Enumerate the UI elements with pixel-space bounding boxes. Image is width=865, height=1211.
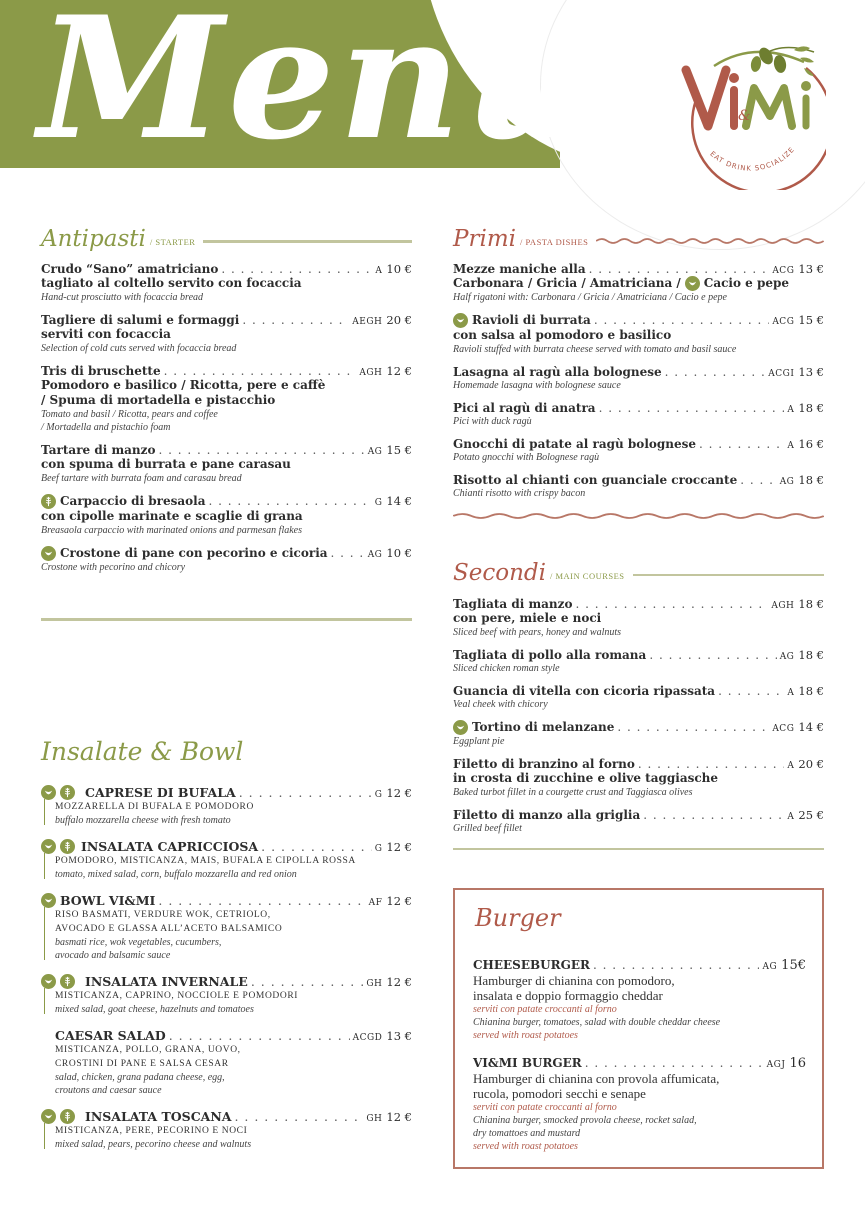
item-description: Sliced beef with pears, honey and walnuts [453,627,622,638]
item-description: basmati rice, wok vegetables, cucumbers, [55,937,222,948]
section-divider [41,618,412,621]
menu-item [453,313,824,356]
section-divider [453,848,824,850]
item-price: 20 € [798,757,824,771]
item-description: Sliced chicken roman style [453,663,560,674]
insalate-list [41,785,412,1160]
item-description: Eggplant pie [453,736,505,747]
item-price: 13 € [798,365,824,379]
item-name: Lasagna al ragù alla bolognese [453,365,662,379]
item-price: 18 € [798,684,824,698]
allergen-codes: AGH [771,601,795,611]
item-name: Tartare di manzo [41,443,156,457]
item-name: Pici al ragù di anatra [453,401,596,415]
item-price: 14 € [386,494,412,508]
item-price: 14 € [798,720,824,734]
allergen-codes: AGH [359,368,383,378]
item-price: 12 € [386,364,412,378]
item-subtitle: Hamburger di chianina con provola affumicata, [473,1071,720,1086]
item-price: 16 € [798,437,824,451]
item-description: salad, chicken, grana padana cheese, egg, [55,1072,225,1083]
vegetarian-icon [41,839,56,854]
allergen-codes: AG [779,477,795,487]
item-description: Hand-cut prosciutto with focaccia bread [41,292,204,303]
allergen-codes: AGJ [766,1060,786,1070]
item-name: INSALATA INVERNALE [85,974,248,989]
item-description: avocado and balsamic sauce [55,950,171,961]
item-price: 18 € [798,401,824,415]
allergen-codes: AG [762,962,778,972]
item-description: mixed salad, goat cheese, hazelnuts and tomatoes [55,1004,254,1015]
primi-list [453,262,824,509]
item-ingredients: CROSTINI DI PANE E SALSA CESAR [55,1059,229,1069]
allergen-codes: AG [779,652,795,662]
allergen-codes: G [374,790,383,800]
antipasti-list [41,262,412,583]
insalate-header [41,736,412,766]
allergen-codes: A [375,266,383,276]
item-name: CAESAR SALAD [55,1028,166,1043]
svg-text:EAT DRINK SOCIALIZE: EAT DRINK SOCIALIZE [708,145,797,173]
item-description: Pici with duck ragù [453,416,532,427]
allergen-codes: ACGD [352,1033,383,1043]
wavy-rule [596,237,824,245]
allergen-codes: A [787,761,795,771]
allergen-codes: AG [367,447,383,457]
item-description: / Mortadella and pistachio foam [41,422,171,433]
item-description: tomato, mixed salad, corn, buffalo mozzarella and red onion [55,869,297,880]
item-name: Tagliata di pollo alla romana [453,648,647,662]
item-description: Crostone with pecorino and chicory [41,562,186,573]
menu-item [473,1056,806,1153]
menu-item [453,365,824,392]
item-price: 12 € [386,1110,412,1124]
item-name: CHEESEBURGER [473,958,590,972]
item-price: 12 € [386,786,412,800]
menu-item [453,437,824,464]
item-name: Ravioli di burrata [472,313,591,327]
antipasti-title: Antipasti [41,226,146,252]
vegetarian-icon [41,974,56,989]
menu-item [41,364,412,434]
allergen-codes: A [787,688,795,698]
allergen-codes: ACG [772,724,795,734]
item-name: INSALATA CAPRICCIOSA [81,839,259,854]
item-description: Homemade lasagna with bolognese sauce [453,380,621,391]
item-side: serviti con patate croccanti al forno [473,1004,617,1015]
item-name: Guancia di vitella con cicoria ripassata [453,684,716,698]
item-subtitle: con salsa al pomodoro e basilico [453,328,672,342]
item-description: croutons and caesar sauce [55,1085,162,1096]
item-name: Tagliere di salumi e formaggi [41,313,240,327]
menu-item [41,839,412,881]
item-side-en: served with roast potatoes [473,1141,578,1152]
item-subtitle: insalata e doppio formaggio cheddar [473,988,663,1003]
item-subtitle: rucola, pomodori secchi e senape [473,1086,646,1101]
menu-item [453,262,824,304]
insalate-title: Insalate & Bowl [41,736,244,766]
item-name: Tortino di melanzane [472,720,615,734]
menu-item [453,401,824,428]
allergen-codes: A [787,405,795,415]
item-price: 18 € [798,648,824,662]
item-price: 18 € [798,597,824,611]
gluten-free-icon [41,494,56,509]
item-description: Chianti risotto with crispy bacon [453,488,586,499]
menu-item [453,720,824,748]
section-rule [203,240,412,243]
menu-item [453,808,824,835]
item-name: INSALATA TOSCANA [85,1109,232,1124]
allergen-codes: G [374,498,383,508]
item-subtitle: Cacio e pepe [703,276,790,290]
menu-item [41,262,412,304]
allergen-codes: A [787,812,795,822]
gluten-free-icon [60,974,75,989]
vegetarian-icon [453,313,468,328]
menu-item [453,473,824,500]
item-description: Beef tartare with burrata foam and carasau bread [41,473,242,484]
item-name: Crudo “Sano” amatriciano [41,262,219,276]
burger-box [453,888,824,1169]
item-side: serviti con patate croccanti al forno [473,1102,617,1113]
secondi-subtitle: / MAIN COURSES [550,571,625,581]
secondi-title: Secondi [453,560,546,586]
item-subtitle: / Spuma di mortadella e pistacchio [41,393,276,407]
item-subtitle: con pere, miele e noci [453,611,602,625]
secondi-list [453,597,824,844]
svg-text:&: & [738,108,751,124]
item-description: Selection of cold cuts served with focaccia bread [41,343,237,354]
item-price: 15 € [798,313,824,327]
primi-subtitle: / PASTA DISHES [520,237,589,247]
allergen-codes: AF [368,898,383,908]
item-name: Tris di bruschette [41,364,161,378]
item-description: mixed salad, pears, pecorino cheese and walnuts [55,1139,252,1150]
item-price: 16 [789,1056,806,1071]
item-description: dry tomattoes and mustard [473,1128,581,1139]
section-rule [633,574,824,576]
item-price: 15 € [386,443,412,457]
item-description: Ravioli stuffed with burrata cheese served with tomato and basil sauce [453,344,737,355]
item-ingredients: MOZZARELLA DI BUFALA E POMODORO [55,802,254,812]
item-name: Crostone di pane con pecorino e cicoria [60,546,328,560]
item-name: BOWL VI&MI [60,893,156,908]
item-price: 18 € [798,473,824,487]
secondi-header [453,558,824,588]
allergen-codes: ACGI [768,369,795,379]
menu-item [453,597,824,639]
item-description: Breasaola carpaccio with marinated onions and parmesan flakes [41,525,302,536]
item-name: VI&MI BURGER [473,1056,582,1070]
burger-title: Burger [475,904,561,932]
allergen-codes: GH [366,1114,383,1124]
item-name: Gnocchi di patate al ragù bolognese [453,437,697,451]
menu-item [41,785,412,827]
item-description: Veal cheek with chicory [453,699,548,710]
item-price: 12 € [386,975,412,989]
gluten-free-icon [60,839,75,854]
primi-header [453,224,824,254]
vegetarian-icon [41,893,56,908]
item-subtitle: Pomodoro e basilico / Ricotta, pere e caffè [41,378,326,392]
item-price: 12 € [386,840,412,854]
item-subtitle: con spuma di burrata e pane carasau [41,457,291,471]
item-subtitle: in crosta di zucchine e olive taggiasche [453,771,719,785]
item-price: 13 € [386,1029,412,1043]
menu-item [41,494,412,537]
primi-title: Primi [453,226,516,252]
menu-item [41,974,412,1016]
menu-item [473,958,806,1042]
vegetarian-icon [41,785,56,800]
item-description: Chianina burger, smocked provola cheese, rocket salad, [473,1115,697,1126]
allergen-codes: G [374,844,383,854]
item-price: 12 € [386,894,412,908]
vegetarian-icon [453,720,468,735]
item-name: CAPRESE DI BUFALA [85,785,236,800]
allergen-codes: GH [366,979,383,989]
item-ingredients: MISTICANZA, PERE, PECORINO E NOCI [55,1126,248,1136]
menu-item [453,757,824,799]
item-name: Mezze maniche alla [453,262,586,276]
menu-item [41,546,412,574]
item-price: 15€ [781,958,806,973]
vegetarian-icon [41,546,56,561]
menu-item [453,648,824,675]
item-description: Half rigatoni with: Carbonara / Gricia / Amatriciana / Cacio e pepe [453,292,727,303]
wavy-divider [453,512,824,520]
item-subtitle: tagliato al coltello servito con focaccia [41,276,302,290]
allergen-codes: AG [367,550,383,560]
antipasti-subtitle: / STARTER [149,237,196,247]
menu-item [41,313,412,355]
item-price: 20 € [386,313,412,327]
item-side-en: served with roast potatoes [473,1030,578,1041]
item-price: 13 € [798,262,824,276]
gluten-free-icon [60,1109,75,1124]
item-description: Baked turbot fillet in a courgette crust and Taggiasca olives [453,787,693,798]
item-price: 10 € [386,546,412,560]
item-name: Filetto di manzo alla griglia [453,808,641,822]
item-ingredients: MISTICANZA, POLLO, GRANA, UOVO, [55,1045,241,1055]
antipasti-header [41,224,412,254]
vegetarian-icon [685,276,700,291]
item-price: 10 € [386,262,412,276]
item-subtitle: con cipolle marinate e scaglie di grana [41,509,303,523]
item-ingredients: MISTICANZA, CAPRINO, NOCCIOLE E POMODORI [55,991,299,1001]
item-description: Potato gnocchi with Bolognese ragù [453,452,600,463]
item-ingredients: AVOCADO E GLASSA ALL’ACETO BALSAMICO [55,924,283,934]
menu-item [41,893,412,962]
item-name: Risotto al chianti con guanciale croccante [453,473,738,487]
allergen-codes: ACG [772,266,795,276]
item-name: Filetto di branzino al forno [453,757,635,771]
menu-item [41,1109,412,1151]
allergen-codes: ACG [772,317,795,327]
item-price: 25 € [798,808,824,822]
menu-item [453,684,824,711]
menu-item [41,443,412,485]
vegetarian-icon [41,1109,56,1124]
item-name: Tagliata di manzo [453,597,573,611]
item-ingredients: POMODORO, MISTICANZA, MAIS, BUFALA E CIPOLLA ROSSA [55,856,356,866]
item-name: Carpaccio di bresaola [60,494,206,508]
vimi-logo [674,40,826,190]
burger-list [473,958,806,1162]
item-description: Tomato and basil / Ricotta, pears and coffee [41,409,218,420]
item-description: buffalo mozzarella cheese with fresh tomato [55,815,231,826]
item-description: Grilled beef fillet [453,823,522,834]
allergen-codes: A [787,441,795,451]
item-description: Chianina burger, tomatoes, salad with double cheddar cheese [473,1017,721,1028]
page-title: Menù [38,0,592,177]
item-subtitle: Carbonara / Gricia / Amatriciana / [453,276,681,290]
item-ingredients: RISO BASMATI, VERDURE WOK, CETRIOLO, [55,910,271,920]
allergen-codes: AEGH [352,317,383,327]
gluten-free-icon [60,785,75,800]
menu-item [41,1028,412,1097]
item-subtitle: Hamburger di chianina con pomodoro, [473,973,675,988]
item-subtitle: serviti con focaccia [41,327,171,341]
